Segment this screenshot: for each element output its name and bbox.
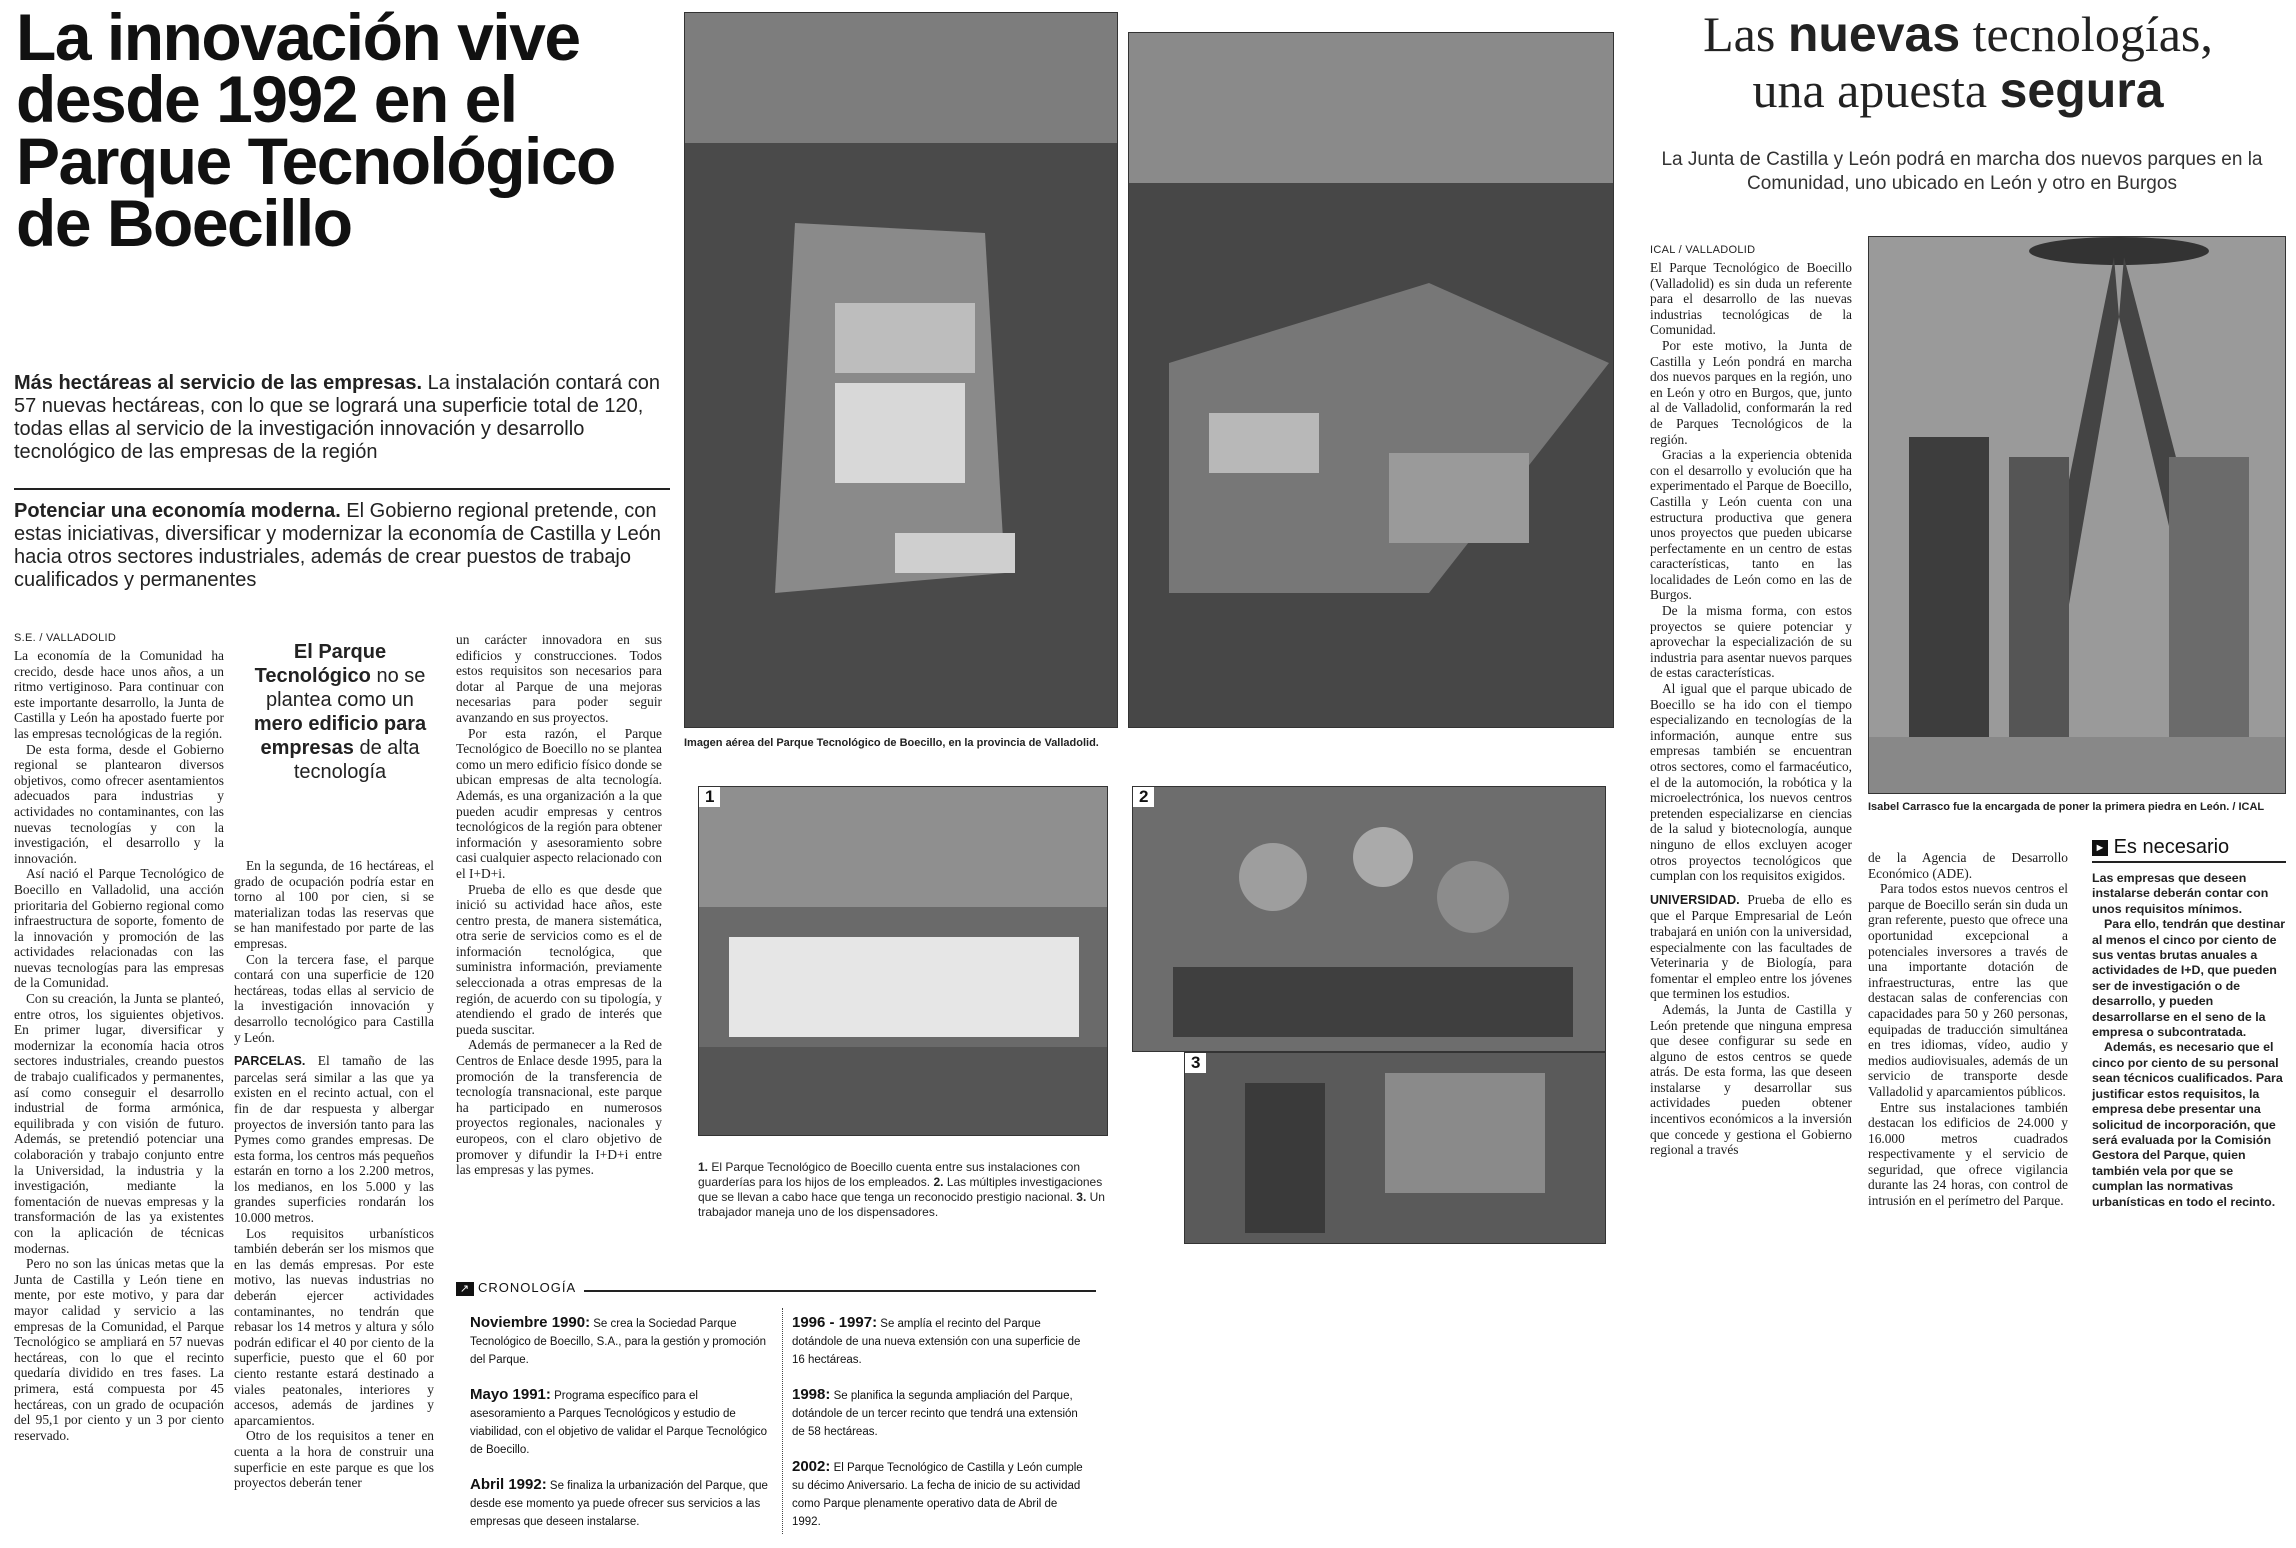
box-paragraph: Las empresas que deseen instalarse deberán contar con unos requisitos mínimos.: [2092, 871, 2269, 916]
cronologia-text: Se planifica la segunda ampliación del Parque, dotándole de un tercer recinto que tendrá una extensión de 58 hectáreas.: [792, 1390, 1078, 1438]
paragraph: Los requisitos urbanísticos también deberán ser los mismos que en las demás empresas. Por este motivo, las nuevas industrias no deberán ejercer actividades contaminantes, no tendrán que rebasar los 14 metros y altura y sólo podrán edificar el 40 por ciento de la superficie, puesto que el 60 por ciento restante estará destinado a viales peatonales, interiores y accesos, además de jardines y aparcamientos.: [234, 1225, 434, 1428]
lead-universidad: UNIVERSIDAD.: [1650, 892, 1740, 907]
cronologia-col-left: [470, 1314, 770, 1530]
caption-text-2: Las múltiples investigaciones que se llevan a cabo hace que tenga un reconocido prestigio nacional.: [698, 1175, 1103, 1204]
photo-lab-image: [1133, 787, 1606, 1052]
cronologia-title: [456, 1280, 584, 1296]
cronologia-date: 1996 - 1997:: [792, 1314, 878, 1331]
pull-quote-text-1: no se plantea como un: [266, 665, 426, 711]
es-necesario-box: [2092, 836, 2286, 1210]
paragraph: Al igual que el parque ubicado de Boecillo se ha ido con el tiempo especializando en tecnologías de la información, aunque entre sus empresas también se encuentran otros sectores, como el farmacéutico, el de la automoción, la robótica y la microelectrónica, los nuevos centros pretenden especializarse en ciencias de la salud y biotecnología, aunque ninguno de ellos excluyen acoger otros proyectos tecnológicos que cumplan con los requisitos exigidos.: [1650, 681, 1852, 884]
left-column-1: [14, 648, 224, 1443]
cronologia-text: Programa específico para el asesoramiento a Parques Tecnológicos y estudio de viabilidad, con el objetivo de validar el Parque Tecnológico de Boecillo.: [470, 1390, 768, 1456]
paragraph: Otro de los requisitos a tener en cuenta a la hora de construir una superficie en este parque es que los proyectos deberán tener: [234, 1428, 434, 1491]
cronologia-date: Noviembre 1990:: [470, 1314, 591, 1331]
paragraph: Por este motivo, la Junta de Castilla y León pondrá en marcha dos nuevos parques en la región, uno en León y otro en Burgos, que, junto al de Valladolid, conformarán la red de Parques Tecnológicos de la región.: [1650, 337, 1852, 447]
paragraph: Prueba de ello es que desde que inició su actividad hace años, este centro presta, de manera sistemática, otra serie de servicios como es el de información tecnológica, que suministra información, previamente seleccionada a otras empresas de la región, de acuerdo con su tipología, y atendiendo el grado de interés que pueda suscitar.: [456, 881, 662, 1037]
deck-hectareas-bold: Más hectáreas al servicio de las empresas.: [14, 372, 423, 394]
paragraph: Entre sus instalaciones también destacan los edificios de 24.000 y 16.000 metros cuadrados respectivamente y el servicio de seguridad, que ofrece vigilancia durante las 24 horas, con control de intrusión en el perímetro del Parque.: [1868, 1099, 2068, 1209]
deck-economia-text: El Gobierno regional pretende, con estas iniciativas, diversificar y modernizar la economía de Castilla y León hacia otros sectores industriales, además de crear puestos de trabajo cualificados y permanentes: [14, 500, 661, 591]
cronologia-text: Se amplía el recinto del Parque dotándole de una nueva extensión con una superficie de 16 hectáreas.: [792, 1318, 1081, 1366]
title-part: una apuesta: [1752, 62, 2000, 118]
aerial-photo-right: [1128, 32, 1614, 728]
paragraph: de la Agencia de Desarrollo Económico (ADE).: [1868, 850, 2068, 881]
aerial-photo-right-image: [1129, 33, 1614, 728]
title-part-bold: nuevas: [1787, 6, 1961, 62]
photo-first-stone: [1868, 236, 2286, 794]
paragraph: Por esta razón, el Parque Tecnológico de Boecillo no se plantea como un mero edificio físico donde se ubican empresas de alta tecnología. Además, es una organización a la que pueden acudir empresas y centros tecnológicos de la región para obtener información y asesoramiento sobre casi cualquier aspecto relacionado con el I+D+i.: [456, 725, 662, 881]
cronologia-divider: [782, 1308, 783, 1534]
paragraph: Con su creación, la Junta se planteó, entre otros, los siguientes objetivos. En primer lugar, diversificar y modernizar la economía hacia otros sectores industriales, creando puestos de trabajo cualificados y permanentes, así como conseguir el desarrollo industrial de forma armónica, equilibrada y con visión de futuro. Además, se pretendió potenciar una colaboración y trabajo conjunto entre la Universidad, la industria y la investigación, mediante la fomentación de nuevas empresas y la transformación de las ya existentes con la aplicación de técnicas modernas.: [14, 991, 224, 1256]
cronologia-date: Abril 1992:: [470, 1476, 547, 1493]
cronologia-text: El Parque Tecnológico de Castilla y León cumple su décimo Aniversario. La fecha de inicio de su actividad como Parque plenamente operativo data de Abril de 1992.: [792, 1462, 1083, 1528]
cronologia-item: [792, 1314, 1088, 1368]
aerial-photo-left-image: [685, 13, 1118, 728]
cronologia-item: [470, 1314, 770, 1368]
right-deck: La Junta de Castilla y León podrá en marcha dos nuevos parques en la Comunidad, uno ubicado en León y otro en Burgos: [1661, 149, 2263, 194]
cronologia-item: [470, 1476, 770, 1530]
deck-economia-bold: Potenciar una economía moderna.: [14, 500, 341, 522]
right-headline-line-2: [1640, 62, 2276, 118]
deck-economia: [14, 500, 670, 592]
paragraph: Además de permanecer a la Red de Centros de Enlace desde 1995, para la promoción de la transferencia de tecnología transnacional, este parque ha participado en numerosos proyectos regionales, nacionales y europeos, con el claro objetivo de promover y difundir la I+D+i entre las empresas y las pymes.: [456, 1037, 662, 1178]
caption-num-1: 1.: [698, 1160, 709, 1174]
photo-lab: [1132, 786, 1606, 1052]
pull-quote-bold-2: mero edificio para empresas: [253, 713, 427, 759]
paragraph-universidad: [1650, 892, 1852, 1002]
cronologia-box: [456, 1280, 1096, 1542]
cronologia-item: [470, 1386, 770, 1458]
pull-quote-text-2: de alta tecnología: [293, 737, 420, 783]
caption-text-3: Un trabajador maneja uno de los dispensadores.: [698, 1190, 1105, 1219]
paragraph: un carácter innovadora en sus edificios y construcciones. Todos estos requisitos son necesarios para dotar al Parque de una mejoras necesarias para poder seguir avanzando en sus proyectos.: [456, 632, 662, 725]
byline-left: S.E. / VALLADOLID: [14, 632, 117, 644]
pull-quote: [240, 640, 440, 784]
caption-num-3: 3.: [1072, 1190, 1087, 1204]
lead-parcelas-text: El tamaño de las parcelas será similar a las que ya existen en el recinto actual, con el fin de dar respuesta y albergar proyectos de inversión tanto para las Pymes como grandes empresas. De esta forma, los centros más pequeños estarán en torno a los 2.200 metros, los medianos, en los 5.000 y las grandes superficies rondarán los 10.000 metros.: [234, 1053, 434, 1226]
paragraph: Pero no son las únicas metas que la Junta de Castilla y León tiene en mente, por este motivo, y para dar mayor calidad y servicio a las empresas de la Comunidad, el Parque Tecnológico se ampliará en 57 nuevas hectáreas, con lo que el recinto quedaría dividido en tres fases. La primera, está compuesta por 45 hectáreas, con un grado de ocupación del 95,1 por ciento y un 3 por ciento reservado.: [14, 1256, 224, 1443]
paragraph: Además, la Junta de Castilla y León pretende que ninguna empresa que desee configurar su sede en alguno de estos centros se quede atrás. De esta forma, las que deseen instalarse y desarrollar sus actividades pueden obtener incentivos económicos a la inversión que concede y gestiona el Gobierno regional a través: [1650, 1001, 1852, 1158]
byline-right: ICAL / VALLADOLID: [1650, 244, 1756, 256]
aerial-photo-left: [684, 12, 1118, 728]
photo-number-1: 1: [699, 787, 720, 807]
left-column-2: [234, 858, 434, 1491]
trend-icon: ↗: [456, 1282, 474, 1296]
photo-worker-image: [1185, 1053, 1606, 1244]
right-column-1: [1650, 260, 1852, 1158]
paragraph: De la misma forma, con estos proyectos se quiere potenciar y aprovechar la especialización de su industria para asentar nuevos parques de estas características.: [1650, 603, 1852, 681]
photo-first-stone-image: [1869, 237, 2286, 794]
deck-divider: [14, 488, 670, 490]
cronologia-item: [792, 1458, 1088, 1530]
right-headline: [1640, 6, 2276, 118]
deck-hectareas-text: La instalación contará con 57 nuevas hectáreas, con lo que se logrará una superficie total de 120, todas ellas al servicio de la investigación innovación y desarrollo tecnológico de las empresas de la región: [14, 372, 660, 463]
caption-num-2: 2.: [930, 1175, 944, 1189]
main-headline: La innovación vive desde 1992 en el Parque Tecnológico de Boecillo: [16, 0, 615, 260]
es-necesario-title: Es necesario: [2113, 836, 2230, 858]
left-column-3: [456, 632, 662, 1178]
lead-parcelas: PARCELAS.: [234, 1054, 306, 1069]
photo-number-3: 3: [1185, 1053, 1206, 1073]
cronologia-title-text: CRONOLOGÍA: [478, 1280, 577, 1295]
paragraph: En la segunda, de 16 hectáreas, el grado de ocupación podría estar en torno al 100 por cien, si se materializan todas las reservas que se han manifestado por parte de las empresas.: [234, 858, 434, 951]
title-part: Las: [1703, 6, 1788, 62]
photo-nursery-image: [699, 787, 1108, 1136]
deck-hectareas: [14, 372, 670, 464]
paragraph: El Parque Tecnológico de Boecillo (Valladolid) es sin duda un referente para el desarrollo de las nuevas industrias tecnológicas de la Comunidad.: [1650, 260, 1852, 338]
paragraph: Con la tercera fase, el parque contará con una superficie de 120 hectáreas, todas ellas al servicio de la investigación innovación y desarrollo tecnológico para Castilla y León.: [234, 951, 434, 1045]
cronologia-text: Se crea la Sociedad Parque Tecnológico de Boecillo, S.A., para la gestión y promoción del Parque.: [470, 1318, 766, 1366]
paragraph: La economía de la Comunidad ha crecido, desde hace unos años, a un ritmo vertiginoso. Para continuar con este importante desarrollo, la Junta de Castilla y León ha apostado fuerte por las empresas tecnológicas de la región.: [14, 648, 224, 741]
paragraph: Gracias a la experiencia obtenida con el desarrollo y evolución que ha experimentado el Parque de Boecillo, Castilla y León cuenta con una estructura productiva que genera unos proyectos que pueden ubicarse perfectamente en un centro de estas características, tanto en las localidades de León como en las de Burgos.: [1650, 447, 1852, 603]
cronologia-date: 1998:: [792, 1386, 831, 1403]
paragraph-parcelas: [234, 1053, 434, 1226]
caption-text-1: El Parque Tecnológico de Boecillo cuenta entre sus instalaciones con guarderías para los hijos de los empleados.: [698, 1160, 1081, 1189]
right-column-2: [1868, 850, 2068, 1209]
title-part: tecnologías,: [1960, 6, 2213, 62]
cronologia-date: 2002:: [792, 1458, 831, 1475]
box-paragraph: Además, es necesario que el cinco por ciento de su personal sean técnicos cualificados. Para justificar estos requisitos, la empresa debe presentar una solicitud de incorporación, que será evaluada por la Comisión Gestora del Parque, quien también vela por que se cumplan las normativas urbanísticas en todo el recinto.: [2092, 1040, 2283, 1209]
paragraph: Para todos estos nuevos centros el parque de Boecillo serán sin duda un gran referente, puesto que ofrece una oportunidad excepcional a potenciales inversores a través de una importante dotación de infraestructuras, entre las que destacan salas de conferencias con capacidades para 50 y 260 personas, equipadas de traducción simultánea en tres idiomas, vídeo, audio y medios audiovisuales, además de un servicio de transporte desde Valladolid y aparcamientos públicos.: [1868, 881, 2068, 1099]
photos-caption: [698, 1160, 1118, 1220]
cronologia-date: Mayo 1991:: [470, 1386, 551, 1403]
pull-quote-bold-1: El Parque Tecnológico: [254, 641, 387, 687]
cronologia-item: [792, 1386, 1088, 1440]
cronologia-col-right: [792, 1314, 1088, 1530]
cronologia-text: Se finaliza la urbanización del Parque, que desde ese momento ya puede ofrecer sus servicios a las empresas que deseen instalarse.: [470, 1480, 768, 1528]
aerial-caption: Imagen aérea del Parque Tecnológico de Boecillo, en la provincia de Valladolid.: [684, 737, 1099, 749]
es-necesario-header: [2092, 836, 2286, 863]
photo-worker: [1184, 1052, 1606, 1244]
paragraph: De esta forma, desde el Gobierno regional se plantearon diversos objetivos, como ofrecer asentamientos adecuados para industrias y actividades no contaminantes, con las nuevas tecnologías y con la investigación, el desarrollo y la innovación.: [14, 741, 224, 866]
first-stone-caption: Isabel Carrasco fue la encargada de poner la primera piedra en León. / ICAL: [1868, 801, 2265, 813]
right-headline-line-1: [1640, 6, 2276, 62]
es-necesario-body: [2092, 871, 2286, 1210]
flag-icon: ►: [2092, 840, 2108, 856]
photo-nursery: [698, 786, 1108, 1136]
paragraph: Así nació el Parque Tecnológico de Boecillo en Valladolid, una acción prioritaria del Gobierno regional como infraestructura de soporte, fomento de la innovación y promoción de las actividades relacionadas con las nuevas tecnologías para las empresas de la Comunidad.: [14, 866, 224, 991]
box-paragraph: Para ello, tendrán que destinar al menos el cinco por ciento de sus ventas brutas anuales a actividades de I+D, que pueden ser de investigación o de desarrollo, y pueden desarrollarse en el seno de la empresa o subcontratada.: [2092, 917, 2286, 1040]
title-part-bold: segura: [1999, 62, 2164, 118]
photo-number-2: 2: [1133, 787, 1154, 807]
lead-universidad-text: Prueba de ello es que el Parque Empresarial de León trabajará en unión con la universidad, especialmente con las facultades de Veterinaria y de Biología, para fomentar el empleo entre los jóvenes que terminen los estudios.: [1650, 891, 1852, 1002]
